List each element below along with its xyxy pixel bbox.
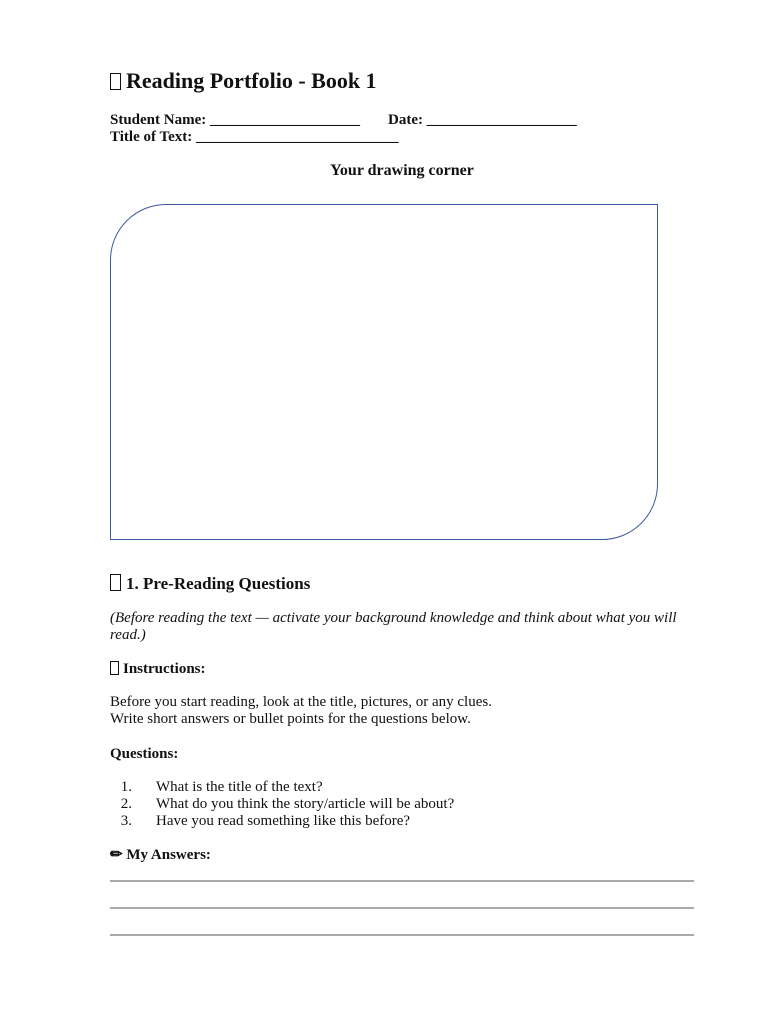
section-heading-pre-reading bbox=[110, 574, 310, 594]
questions-list bbox=[110, 779, 454, 830]
question-text: What do you think the story/article will be about? bbox=[156, 796, 455, 812]
questions-heading: Questions: bbox=[110, 746, 179, 762]
section-heading-text: 1. Pre-Reading Questions bbox=[126, 574, 311, 593]
answer-line[interactable] bbox=[110, 934, 694, 936]
title-of-text-row bbox=[110, 128, 398, 146]
section-icon bbox=[110, 574, 121, 591]
list-item bbox=[110, 813, 454, 830]
instructions-heading bbox=[110, 660, 206, 678]
book-icon bbox=[110, 73, 121, 90]
answers-heading bbox=[110, 846, 211, 864]
answer-line[interactable] bbox=[110, 880, 694, 882]
question-text: Have you read something like this before? bbox=[156, 813, 411, 829]
question-number: 2. bbox=[120, 796, 132, 812]
page-title-text: Reading Portfolio - Book 1 bbox=[126, 68, 377, 93]
instructions-line: Write short answers or bullet points for the questions below. bbox=[110, 711, 471, 727]
drawing-corner-heading: Your drawing corner bbox=[330, 162, 474, 179]
answer-line[interactable] bbox=[110, 907, 694, 909]
section-intro: (Before reading the text — activate your background knowledge and think about what you will read.) bbox=[110, 610, 677, 643]
question-number: 1. bbox=[120, 779, 132, 795]
student-date-row bbox=[110, 111, 577, 129]
drawing-area[interactable] bbox=[110, 204, 658, 540]
pencil-icon: ✏ bbox=[110, 847, 123, 863]
list-item bbox=[110, 779, 454, 796]
title-of-text-blank[interactable]: ___________________________ bbox=[195, 129, 399, 145]
instructions-text bbox=[110, 694, 492, 728]
page-title bbox=[110, 66, 377, 96]
worksheet-page bbox=[110, 0, 694, 1024]
answers-label: My Answers: bbox=[126, 847, 211, 863]
question-number: 3. bbox=[120, 813, 132, 829]
instructions-icon bbox=[110, 661, 119, 675]
student-name-label: Student Name: bbox=[110, 112, 207, 128]
student-name-blank[interactable]: ____________________ bbox=[210, 112, 360, 128]
title-of-text-label: Title of Text: bbox=[110, 129, 193, 145]
date-label: Date: bbox=[388, 112, 423, 128]
instructions-label: Instructions: bbox=[123, 661, 206, 677]
date-blank[interactable]: ____________________ bbox=[426, 112, 577, 128]
instructions-line: Before you start reading, look at the title, pictures, or any clues. bbox=[110, 694, 492, 710]
question-text: What is the title of the text? bbox=[156, 779, 323, 795]
list-item bbox=[110, 796, 454, 813]
